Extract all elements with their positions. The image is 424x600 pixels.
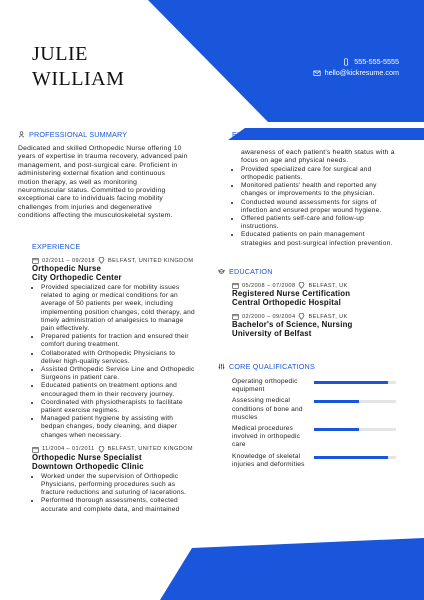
education-school: University of Belfast: [232, 329, 312, 338]
job-location: BELFAST, UNITED KINGDOM: [107, 446, 193, 453]
education-list: [218, 282, 403, 338]
bullet: • Managed patient hygiene by assisting with bedpan changes, body cleaning, and diaper changes when necessary.: [41, 415, 212, 440]
experience-heading: [232, 130, 407, 139]
summary-line: exceptional care to individuals facing mobility: [18, 195, 164, 203]
location-icon: [98, 257, 105, 264]
summary-line: Dedicated and skilled Orthopedic Nurse offering 10: [18, 145, 182, 152]
job-dates: 11/2004 – 01/2011: [42, 446, 95, 453]
calendar-icon: [32, 257, 39, 264]
bullet: • Prepared patients for traction and ensured their comfort during treatment.: [41, 333, 212, 349]
summary-section: [18, 130, 208, 221]
job-company: City Orthopedic Center: [32, 273, 122, 282]
job-title: Orthopedic Nurse: [32, 264, 102, 273]
job-bullets: [232, 166, 407, 248]
experience-title: EXPERIENCE: [32, 242, 81, 251]
experience-section-right: [232, 130, 407, 248]
job-bullets: [32, 473, 212, 514]
bullet: • Provided specialized care for surgical and orthopedic patients.: [241, 166, 407, 182]
last-name: WILLIAM: [32, 68, 125, 90]
summary-line: challenges from injuries and degenerative: [18, 203, 153, 211]
location-icon: [98, 446, 105, 453]
calendar-icon: [232, 313, 239, 320]
qualifications-heading: [218, 362, 408, 371]
education-school: Central Orthopedic Hospital: [232, 298, 341, 307]
qualifications-section: [218, 362, 408, 472]
bullet: • Collaborated with Orthopedic Physicians to deliver high-quality services.: [41, 350, 212, 366]
calendar-icon: [232, 282, 239, 289]
experience-heading: [32, 242, 212, 251]
summary-title: PROFESSIONAL SUMMARY: [29, 130, 128, 139]
phone-row: [313, 56, 399, 67]
phone-icon: [342, 58, 350, 66]
skill-bar: [314, 428, 396, 431]
education-dates: 02/2000 – 09/2004: [242, 313, 296, 320]
summary-line: neuromuscular status. Committed to providing: [18, 187, 166, 195]
bullet: • Performed thorough assessments, collected accurate and complete data, and maintained: [41, 497, 212, 513]
contact-block: [313, 56, 399, 78]
summary-heading: [18, 130, 208, 139]
location-icon: [298, 282, 305, 289]
job-location: BELFAST, UNITED KINGDOM: [108, 257, 194, 264]
job-meta: [32, 257, 212, 264]
education-degree: Registered Nurse Certification: [232, 289, 351, 298]
education-heading: [218, 267, 403, 276]
job-title: Orthopedic Nurse Specialist: [32, 452, 142, 462]
skill-bar: [314, 381, 396, 384]
job-bullets: [32, 284, 212, 440]
experience-continuation: awareness of each patient's health status with a focus on age and physical needs.: [241, 149, 395, 165]
candidate-name: [32, 42, 124, 92]
job-company: Downtown Orthopedic Clinic: [32, 461, 144, 471]
bullet: • Provided specialized care for mobility issues related to aging or medical conditions for an average of 50 patients per week, including implementing position changes, cold therapy, and timely administration of analgesics to manage pain effectively.: [41, 284, 212, 333]
qualification-item: Assessing medical conditions of bone and muscles: [232, 397, 408, 422]
email-text[interactable]: hello@kickresume.com: [324, 68, 399, 77]
experience-title: EXPERIENCE: [232, 130, 281, 139]
experience-section-left: [32, 242, 212, 514]
job-entry: [32, 257, 212, 440]
education-location: BELFAST, UK: [308, 313, 348, 320]
education-location: BELFAST, UK: [308, 282, 348, 289]
education-entry: [232, 282, 403, 307]
education-degree: Bachelor's of Science, Nursing: [232, 320, 353, 329]
footer-shape: [160, 538, 424, 600]
bullet: • Conducted wound assessments for signs of infection and ensured proper wound hygiene.: [241, 199, 407, 215]
phone-text[interactable]: 555-555-5555: [354, 57, 399, 66]
job-meta: [32, 446, 212, 453]
graduation-cap-icon: [218, 268, 225, 275]
qualification-item: Knowledge of skeletal injuries and deformities: [232, 453, 408, 469]
summary-line: years of expertise in trauma recovery, advanced pain: [18, 153, 188, 161]
bullet: • Educated patients on treatment options and encouraged them in their recovery journey.: [41, 382, 212, 398]
bullet: • Worked under the supervision of Orthopedic Physicians, performing procedures such as fracture reductions and suturing of lacerations.: [41, 473, 212, 498]
email-icon: [313, 69, 321, 77]
sliders-icon: [218, 363, 225, 370]
skill-bar-fill: [314, 400, 359, 403]
bullet: • Monitored patients' health and reported any changes or improvements to the physician.: [241, 182, 407, 198]
qualifications-list: [218, 378, 408, 469]
calendar-icon: [32, 446, 39, 453]
skill-bar-fill: [314, 381, 388, 384]
skill-bar-fill: [314, 456, 388, 459]
person-icon: [18, 131, 25, 138]
job-dates: 02/2011 – 09/2018: [42, 257, 96, 264]
qualification-item: Operating orthopedic equipment: [232, 378, 408, 394]
skill-bar: [314, 456, 396, 459]
bullet: • Offered patients self-care and follow-up instructions.: [241, 215, 407, 231]
qualifications-title: CORE QUALIFICATIONS: [229, 362, 315, 371]
first-name: JULIE: [32, 43, 88, 65]
education-dates: 05/2008 – 07/2008: [242, 282, 296, 289]
summary-text: [18, 145, 208, 221]
bullet: • Assisted Orthopedic Service Line and Orthopedic Surgeons in patient care.: [41, 366, 212, 382]
skill-bar: [314, 400, 396, 403]
qualification-item: Medical procedures involved in orthopedic care: [232, 425, 408, 450]
bullet: • Educated patients on pain management strategies and post-surgical infection prevention.: [241, 231, 407, 247]
skill-bar-fill: [314, 428, 359, 431]
location-icon: [298, 313, 305, 320]
summary-line: administering external fixation and continuous: [18, 170, 166, 178]
summary-line: management, and post-surgical care. Proficient in: [18, 161, 178, 169]
education-section: [218, 267, 403, 338]
summary-line: conditions affecting the musculoskeletal system.: [18, 212, 173, 220]
education-entry: [232, 313, 403, 338]
summary-line: motion therapy, as well as monitoring: [18, 178, 138, 186]
job-entry: [32, 446, 212, 514]
bullet: • Coordinated with physiotherapists to facilitate patient exercise regimes.: [41, 399, 212, 415]
email-row: [313, 67, 399, 78]
education-title: EDUCATION: [229, 267, 273, 276]
